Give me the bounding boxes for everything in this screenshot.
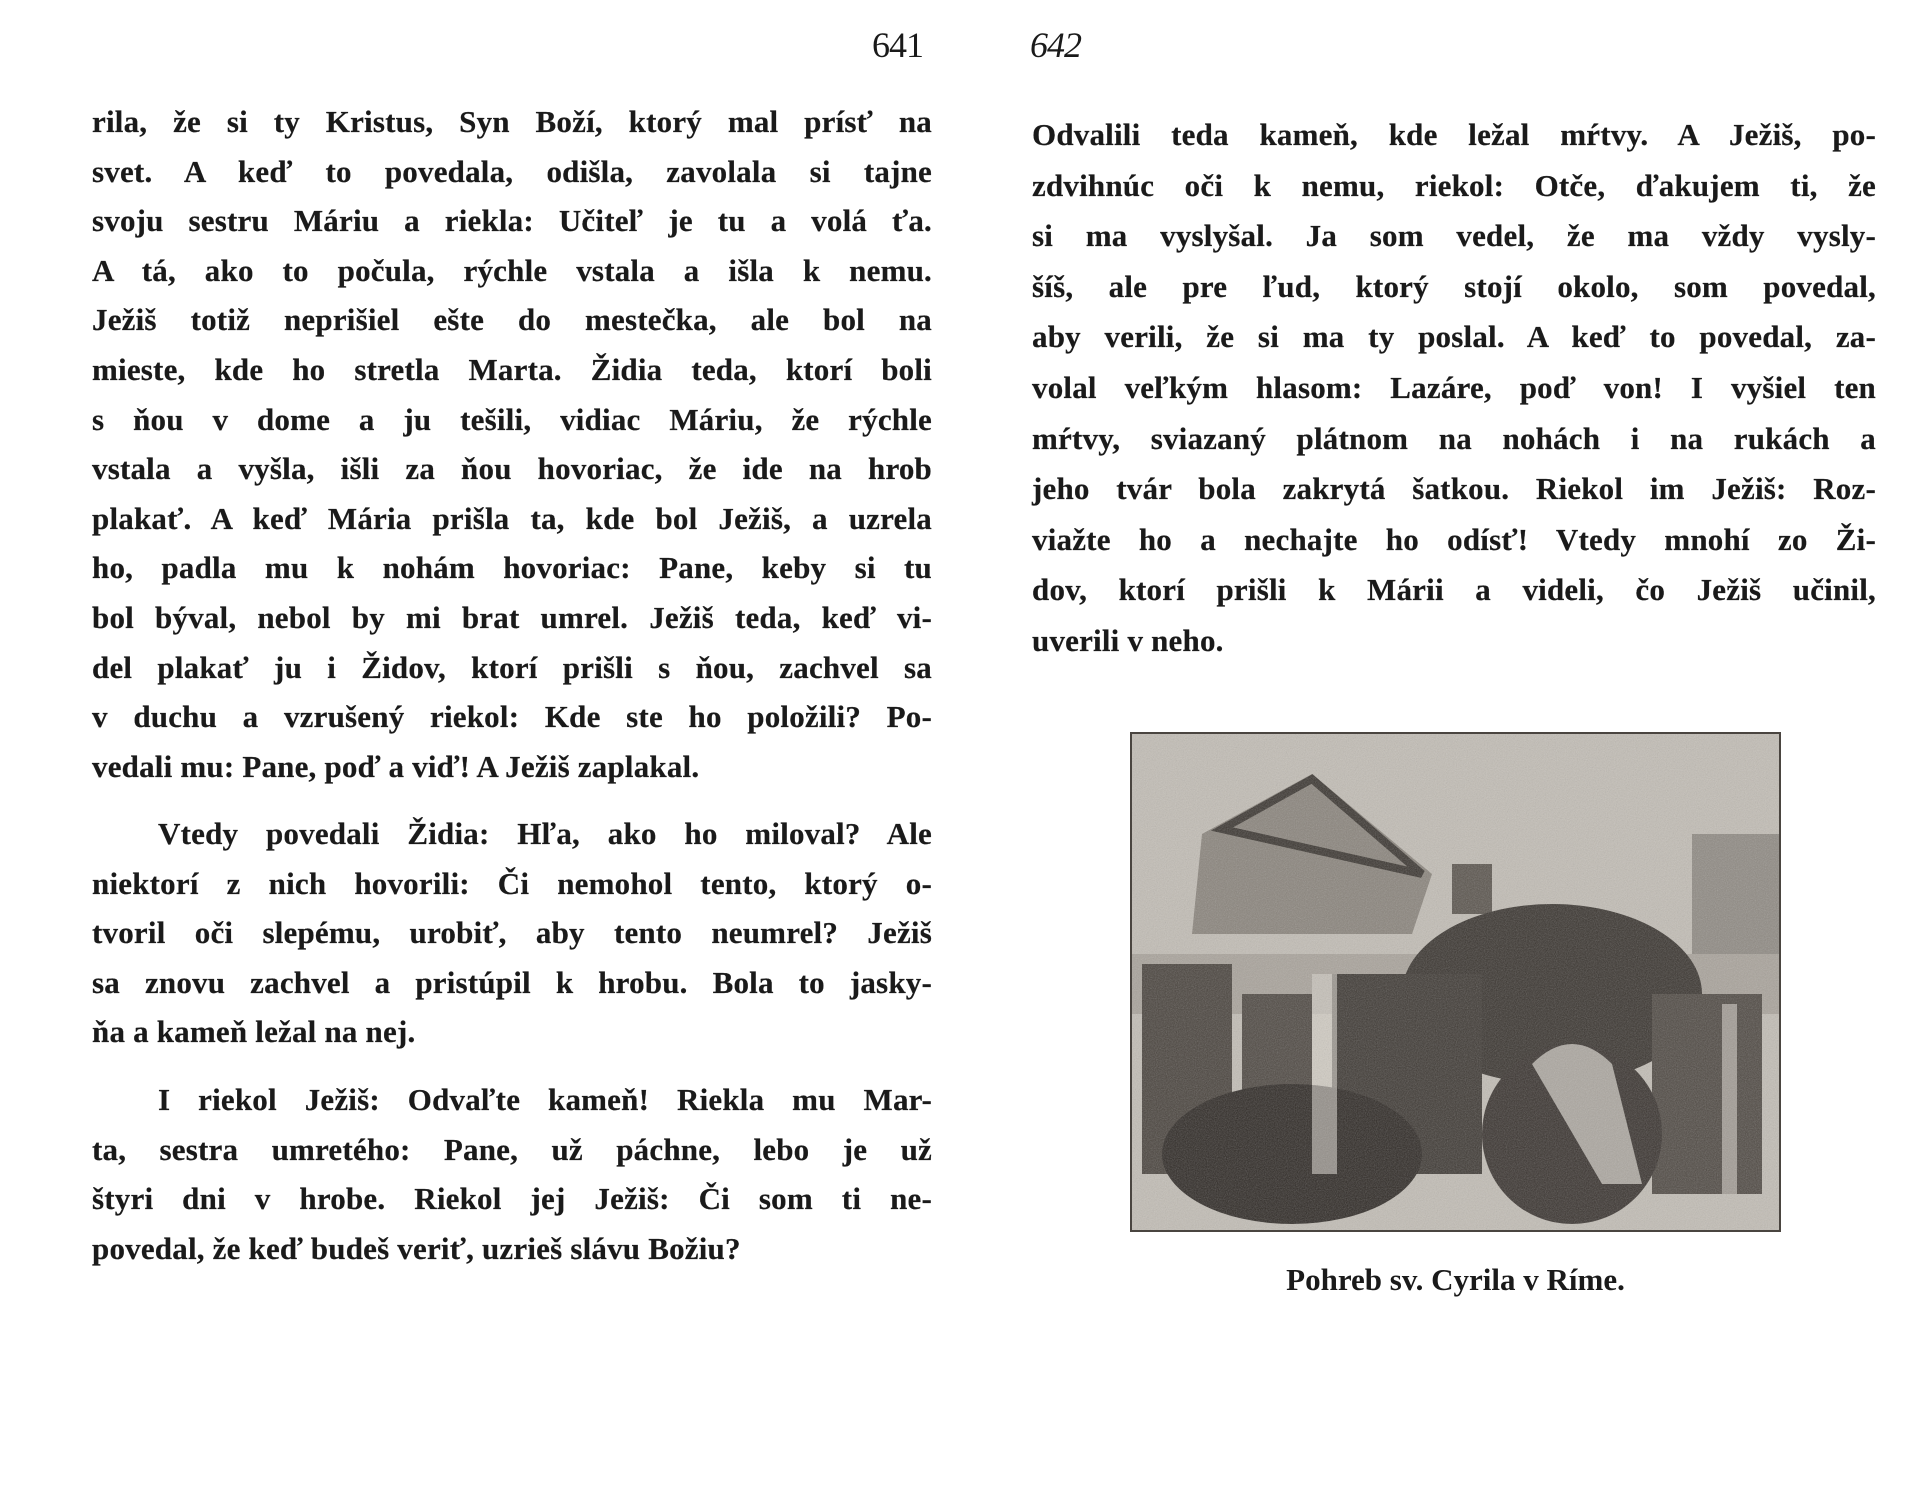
text-line: si ma vyslyšal. Ja som vedel, že ma vždy vysly-	[1032, 218, 1876, 254]
text-line: vedali mu: Pane, poď a viď! A Ježiš zaplakal.	[92, 748, 700, 784]
text-line: Ježiš totiž neprišiel ešte do mestečka, ale bol na	[92, 302, 932, 338]
text-line: svet. A keď to povedala, odišla, zavolala si tajne	[92, 153, 932, 189]
text-line: dov, ktorí prišli k Márii a videli, čo Ježiš učinil,	[1032, 572, 1876, 608]
text-line: štyri dni v hrobe. Riekol jej Ježiš: Či som ti ne-	[92, 1181, 932, 1217]
text-line: v duchu a vzrušený riekol: Kde ste ho položili? Po-	[92, 699, 932, 735]
text-line: plakať. A keď Mária prišla ta, kde bol Ježiš, a uzrela	[92, 500, 932, 536]
text-line: uverili v neho.	[1032, 623, 1224, 658]
text-line: A tá, ako to počula, rýchle vstala a išla k nemu.	[92, 252, 932, 288]
text-line: mŕtvy, sviazaný plátnom na nohách i na rukách a	[1032, 420, 1876, 456]
text-line: Vtedy povedali Židia: Hľa, ako ho miloval? Ale	[158, 816, 932, 851]
text-line: rila, že si ty Kristus, Syn Boží, ktorý mal prísť na	[92, 104, 932, 139]
text-line: viažte ho a nechajte ho odísť! Vtedy mnohí zo Ži-	[1032, 521, 1876, 557]
illustration-funeral-painting	[1130, 732, 1781, 1232]
text-line: bol býval, nebol by mi brat umrel. Ježiš teda, keď vi-	[92, 600, 932, 635]
text-line: I riekol Ježiš: Odvaľte kameň! Riekla mu Mar-	[158, 1082, 932, 1117]
text-line: aby verili, že si ma ty poslal. A keď to povedal, za-	[1032, 319, 1876, 355]
page-number: 641	[872, 25, 923, 65]
text-line: svoju sestru Máriu a riekla: Učiteľ je tu a volá ťa.	[92, 203, 932, 239]
text-line: ho, padla mu k nohám hovoriac: Pane, keby si tu	[92, 550, 932, 586]
text-line: del plakať ju i Židov, ktorí prišli s ňou, zachvel sa	[92, 649, 932, 685]
text-line: s ňou v dome a ju tešili, vidiac Máriu, že rýchle	[92, 401, 932, 437]
text-line: ňa a kameň ležal na nej.	[92, 1014, 416, 1050]
text-line: ta, sestra umretého: Pane, už páchne, lebo je už	[92, 1131, 932, 1167]
text-line: niektorí z nich hovorili: Či nemohol tento, ktorý o-	[92, 865, 932, 901]
text-line: zdvihnúc oči k nemu, riekol: Otče, ďakujem ti, že	[1032, 167, 1876, 203]
text-line: povedal, že keď budeš veriť, uzrieš slávu Božiu?	[92, 1230, 741, 1266]
text-line: sa znovu zachvel a pristúpil k hrobu. Bola to jasky-	[92, 964, 932, 1000]
text-line: jeho tvár bola zakrytá šatkou. Riekol im Ježiš: Roz-	[1032, 471, 1876, 507]
text-line: šíš, ale pre ľud, ktorý stojí okolo, som povedal,	[1032, 268, 1876, 304]
text-line: mieste, kde ho stretla Marta. Židia teda, ktorí boli	[92, 352, 932, 387]
text-line: vstala a vyšla, išli za ňou hovoriac, že ide na hrob	[92, 451, 932, 487]
page-number: 642	[1030, 25, 1081, 65]
text-line: tvoril oči slepému, urobiť, aby tento neumrel? Ježiš	[92, 915, 932, 951]
figure-caption: Pohreb sv. Cyrila v Ríme.	[1286, 1262, 1625, 1297]
text-line: volal veľkým hlasom: Lazáre, poď von! I vyšiel ten	[1032, 370, 1876, 405]
text-line: Odvalili teda kameň, kde ležal mŕtvy. A Ježiš, po-	[1032, 117, 1876, 152]
